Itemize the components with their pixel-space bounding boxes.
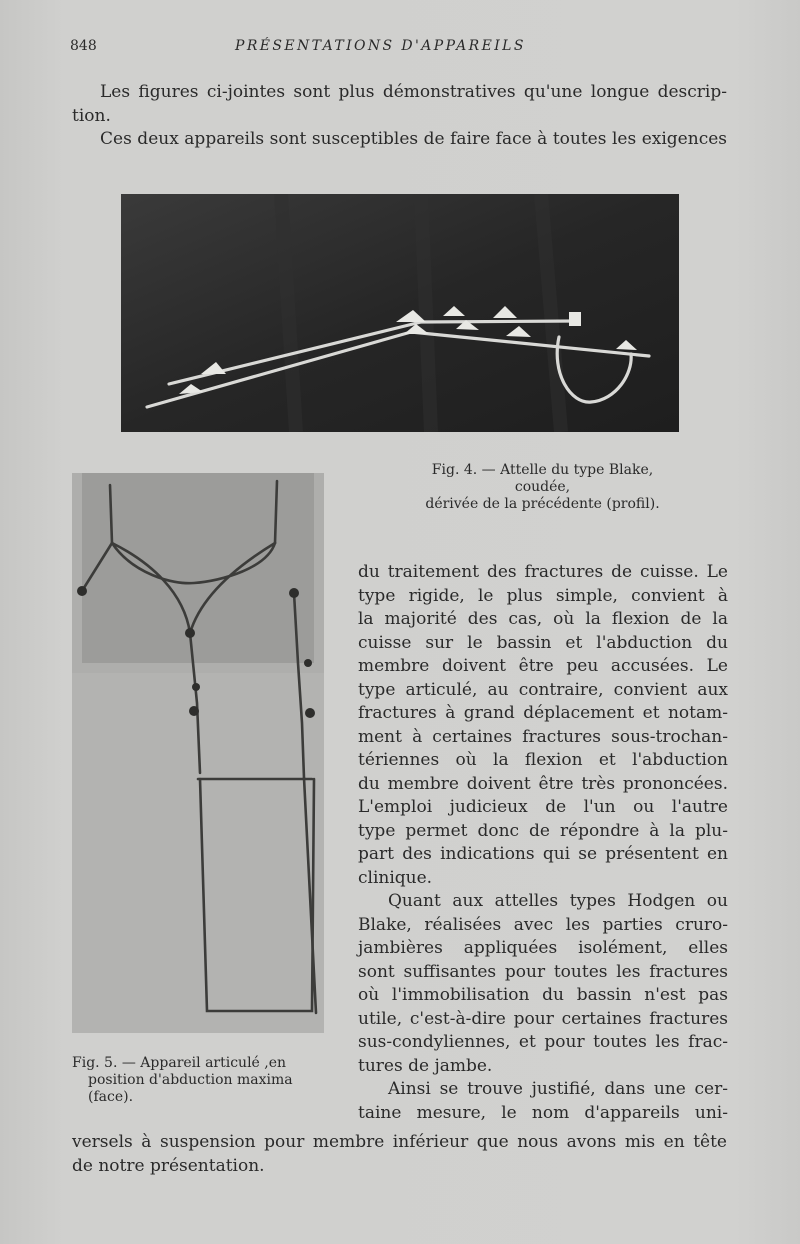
text-line: où l'immobilisation du bassin n'est pas <box>358 985 728 1005</box>
articulated-frame-image <box>72 473 324 1033</box>
text-line: membre doivent être peu accusées. Le <box>358 656 728 676</box>
text-line: tion. <box>72 105 111 126</box>
text-line: taine mesure, le nom d'appareils uni- <box>358 1102 728 1123</box>
text-line: du traitement des fractures de cuisse. Le <box>358 562 728 582</box>
text-line: fractures à grand déplacement et notam- <box>358 703 728 723</box>
page-number: 848 <box>70 38 97 54</box>
column-paragraph <box>358 561 728 1125</box>
text-line: Ces deux appareils sont susceptibles de faire face à toutes les exigences <box>100 129 727 149</box>
text-line: Blake, réalisées avec les parties cruro- <box>358 914 728 935</box>
text-line: part des indications qui se présentent en <box>358 844 728 864</box>
text-line: jambières appliquées isolément, elles <box>358 938 728 958</box>
text-line: sus-condyliennes, et pour toutes les frac- <box>358 1032 728 1052</box>
text-line: versels à suspension pour membre inférieur que nous avons mis en tête <box>72 1132 727 1152</box>
splint-profile-image <box>121 194 679 432</box>
text-line: tériennes où la flexion et l'abduction <box>358 750 728 770</box>
text-line: Quant aux attelles types Hodgen ou <box>388 891 728 911</box>
running-title: PRÉSENTATIONS D'APPAREILS <box>235 38 526 54</box>
caption-line: coudée, <box>514 479 571 495</box>
caption-line: position d'abduction maxima <box>88 1072 293 1088</box>
text-line: tures de jambe. <box>358 1055 493 1076</box>
figure-4-photo <box>121 194 679 432</box>
closing-paragraph <box>72 1131 727 1178</box>
caption-line: (face). <box>88 1089 134 1105</box>
text-line: la majorité des cas, où la flexion de la <box>358 609 728 629</box>
text-line: sont suffisantes pour toutes les fractures <box>358 961 728 982</box>
text-line: Ainsi se trouve justifié, dans une cer- <box>388 1079 728 1099</box>
text-line: type permet donc de répondre à la plu- <box>358 820 728 841</box>
figure-4-caption <box>360 462 725 513</box>
caption-line: Fig. 5. — Appareil articulé ,en <box>72 1055 287 1071</box>
text-line: utile, c'est-à-dire pour certaines fractures <box>358 1008 728 1029</box>
text-line: Les figures ci-jointes sont plus démonstratives qu'une longue descrip- <box>100 82 727 102</box>
figure-5-caption <box>72 1055 332 1106</box>
text-line: L'emploi judicieux de l'un ou l'autre <box>358 797 728 817</box>
text-line: du membre doivent être très prononcées. <box>358 773 728 794</box>
text-line: cuisse sur le bassin et l'abduction du <box>358 632 728 653</box>
text-line: type rigide, le plus simple, convient à <box>358 585 728 606</box>
text-line: ment à certaines fractures sous-trochan- <box>358 726 728 747</box>
intro-paragraph <box>72 81 727 152</box>
text-line: clinique. <box>358 867 433 888</box>
text-line: type articulé, au contraire, convient aux <box>358 679 728 700</box>
figure-5-photo <box>72 473 324 1033</box>
text-line: de notre présentation. <box>72 1155 265 1176</box>
caption-line: dérivée de la précédente (profil). <box>425 496 660 512</box>
caption-line: Fig. 4. — Attelle du type Blake, <box>431 462 654 478</box>
